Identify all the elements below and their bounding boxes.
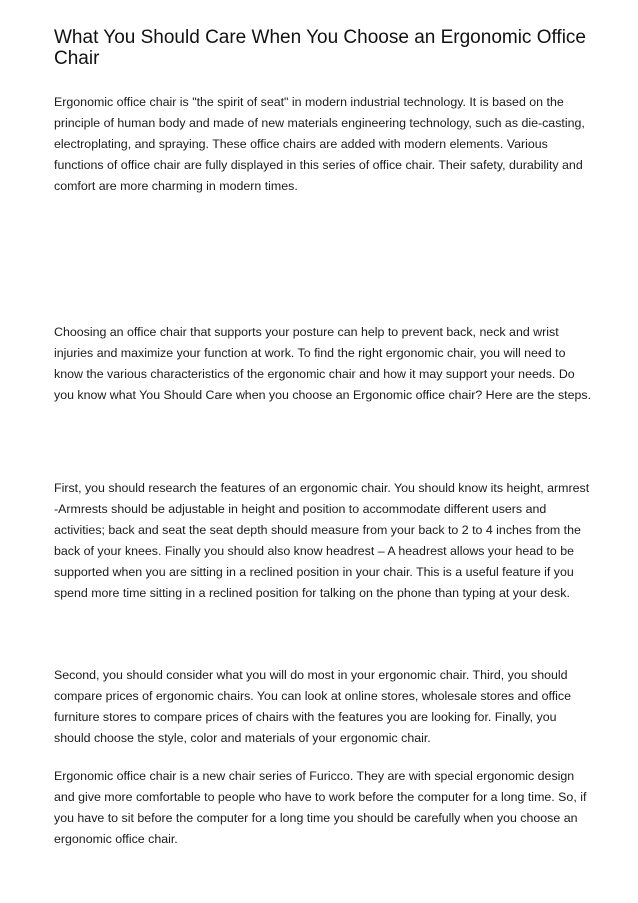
document-title: What You Should Care When You Choose an Ergonomic Office Chair: [54, 27, 586, 69]
paragraph-intro: Ergonomic office chair is "the spirit of seat" in modern industrial technology. It is based on the principle of human body and made of new materials engineering technology, such as die-casting, electroplating, and spraying. These office chairs are added with modern elements. Various functions of office chair are fully displayed in this series of office chair. Their safety, durability and comfort are more charming in modern times.: [54, 95, 585, 193]
paragraph-first-step: First, you should research the features of an ergonomic chair. You should know its height, armrest -Armrests should be adjustable in height and position to accommodate different users and activities; back and seat the seat depth should measure from your back to 2 to 4 inches from the back of your knees. Finally you should also know headrest – A headrest allows your head to be supported when you are sitting in a reclined position in your chair. This is a useful feature if you spend more time sitting in a reclined position for talking on the phone than typing at your desk.: [54, 481, 590, 600]
paragraph-choosing: Choosing an office chair that supports your posture can help to prevent back, neck and wrist injuries and maximize your function at work. To find the right ergonomic chair, you will need to know the various characteristics of the ergonomic chair and how it may support your needs. Do you know what You Should Care when you choose an Ergonomic office chair? Here are the steps.: [54, 325, 592, 402]
paragraph-second-step: Second, you should consider what you will do most in your ergonomic chair. Third, you should compare prices of ergonomic chairs. You can look at online stores, wholesale stores and office furniture stores to compare prices of chairs with the features you are looking for. Finally, you should choose the style, color and materials of your ergonomic chair.: [54, 668, 572, 745]
paragraph-conclusion: Ergonomic office chair is a new chair series of Furicco. They are with special ergonomic design and give more comfortable to people who have to work before the computer for a long time. So, if you have to sit before the computer for a long time you should be carefully when you choose an ergonomic office chair.: [54, 769, 587, 846]
